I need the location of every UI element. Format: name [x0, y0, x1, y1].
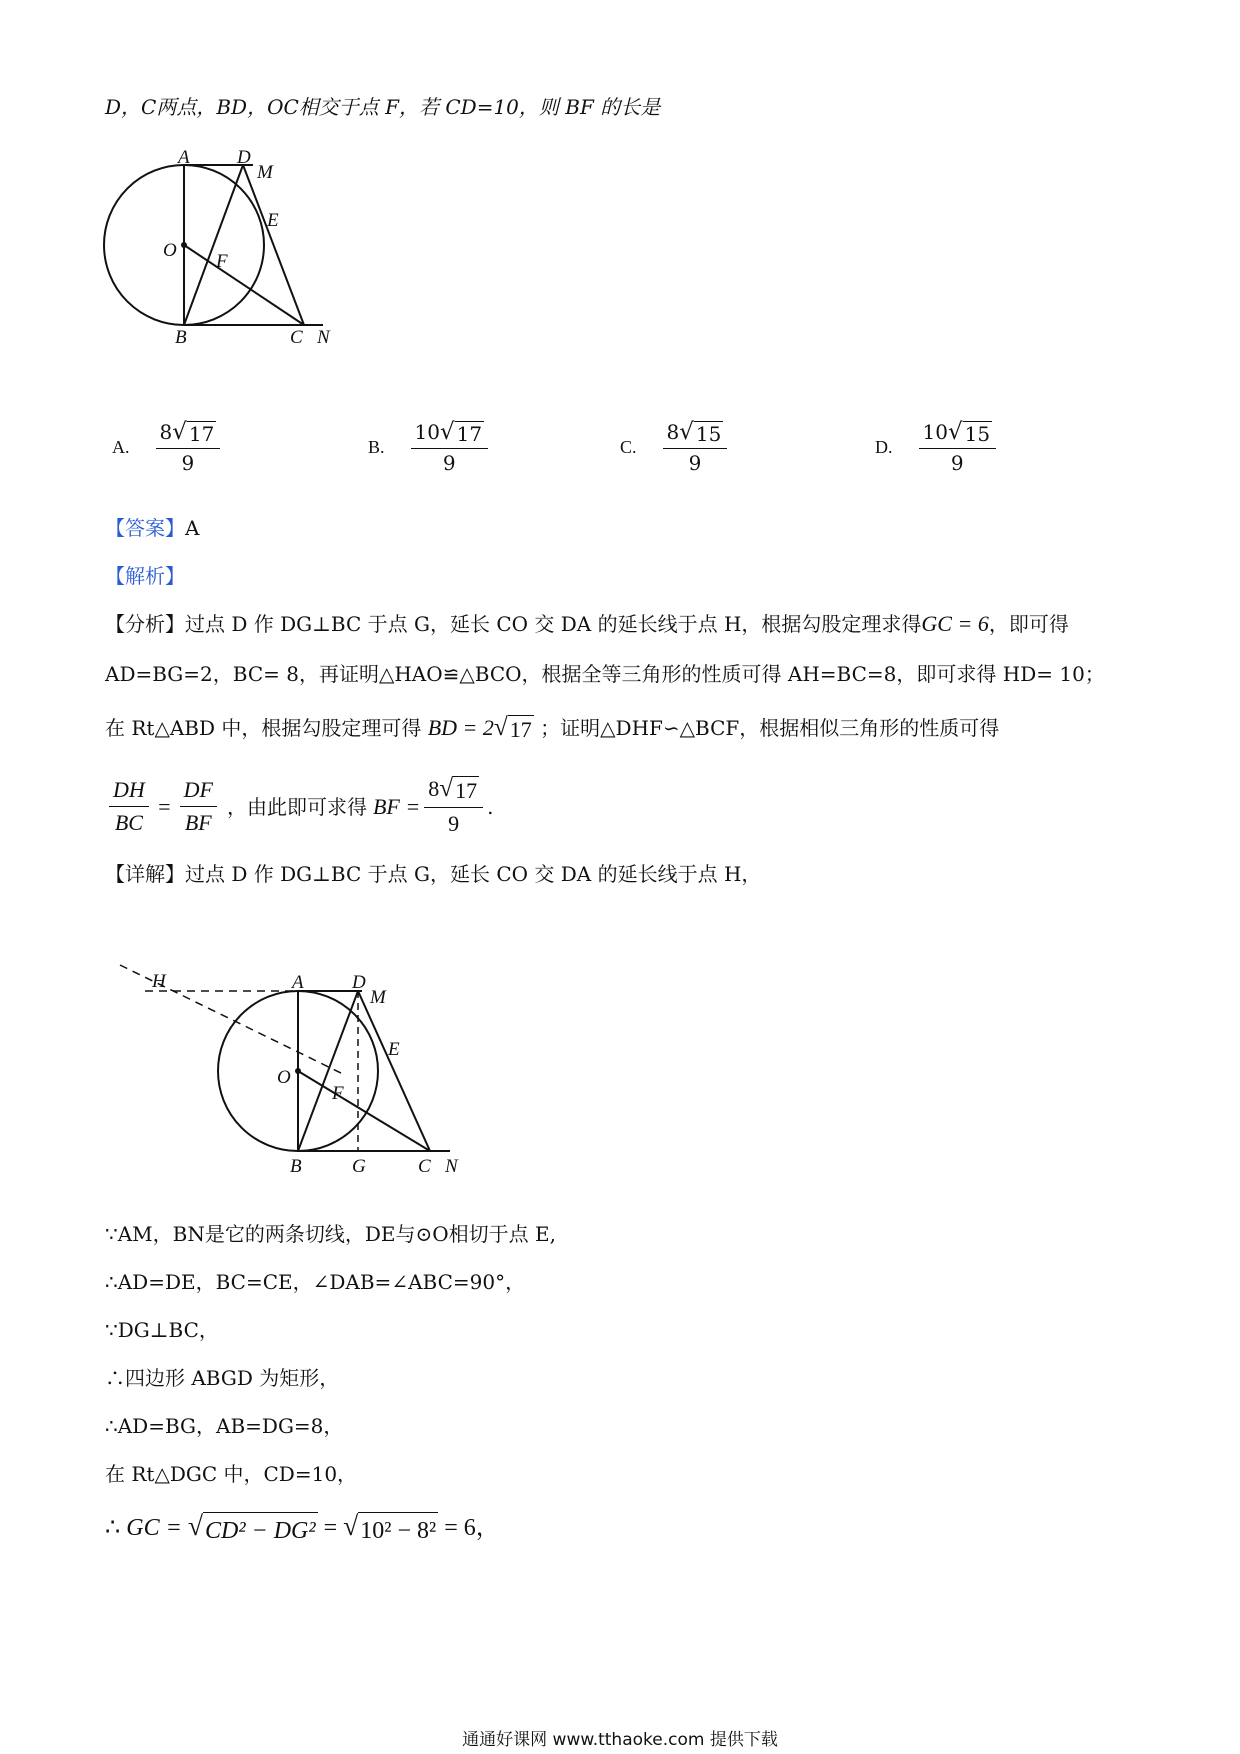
final-equation: ∴ GC = √ CD² − DG² = √ 10² − 8² = 6，	[105, 1510, 500, 1549]
label-o: O	[277, 1067, 291, 1088]
label-f: F	[216, 251, 228, 272]
step-6: 在 Rt△DGC 中，CD=10，	[105, 1462, 358, 1486]
label-e: E	[267, 210, 279, 231]
label-f: F	[332, 1083, 344, 1104]
geometry-figure-2	[100, 955, 480, 1205]
label-n: N	[317, 327, 330, 348]
analysis-heading: 【解析】	[105, 564, 185, 588]
option-a-letter: A.	[112, 437, 130, 457]
segment-bd	[184, 165, 243, 325]
analysis-p2: AD=BG=2，BC= 8，再证明△HAO≌△BCO，根据全等三角形的性质可得 AH=BC=8，即可求得 HD= 10；	[105, 662, 1105, 686]
analysis-p1: 【分析】过点 D 作 DG⊥BC 于点 G，延长 CO 交 DA 的延长线于点 H，根据勾股定理求得GC = 6，即可得	[105, 611, 1069, 636]
label-a: A	[292, 972, 304, 993]
option-d-fraction: 10 √ 15 9	[919, 420, 997, 475]
center-point	[181, 242, 187, 248]
label-o: O	[163, 240, 177, 261]
label-h: H	[152, 971, 166, 992]
segment-oc	[184, 245, 304, 325]
step-5: ∴AD=BG，AB=DG=8，	[105, 1414, 344, 1438]
analysis-p4: $\frac{DH}{BC}$ = $\frac{DF}{BF}$ ，由此即可求得 BF = 8 √ 17 9 .	[105, 775, 493, 838]
label-b: B	[290, 1156, 302, 1177]
option-d[interactable]	[875, 420, 1000, 475]
analysis-p3: 在 Rt△ABD 中，根据勾股定理可得 BD = 2 √ 17 ；证明△DHF∽△BCF，根据相似三角形的性质可得	[105, 713, 1000, 742]
option-b-letter: B.	[368, 437, 385, 457]
option-a[interactable]	[112, 420, 224, 475]
step-4: ∴四边形 ABGD 为矩形，	[105, 1366, 340, 1390]
segment-dc	[358, 991, 430, 1151]
segment-dc	[243, 165, 304, 325]
step-3: ∵DG⊥BC，	[105, 1318, 219, 1342]
option-c[interactable]	[620, 420, 731, 475]
label-g: G	[352, 1156, 366, 1177]
option-c-fraction: 8 √ 15 9	[663, 420, 728, 475]
detail-line: 【详解】过点 D 作 DG⊥BC 于点 G，延长 CO 交 DA 的延长线于点 H，	[105, 862, 762, 886]
answer-line	[105, 514, 199, 542]
fraction-dh-bc: $\frac{DH}{BC}$	[109, 776, 149, 837]
fraction-df-bf: $\frac{DF}{BF}$	[180, 776, 217, 837]
label-m: M	[257, 162, 273, 183]
label-m: M	[370, 987, 386, 1008]
label-c: C	[418, 1156, 431, 1177]
segment-oc	[298, 1071, 430, 1151]
answer-tag: 【答案】	[105, 516, 185, 540]
label-n: N	[445, 1156, 458, 1177]
question-text: D，C两点，BD，OC相交于点 F，若 CD=10，则 BF 的长是	[105, 95, 661, 119]
option-d-letter: D.	[875, 437, 893, 457]
option-b-fraction: 10 √ 17 9	[411, 420, 489, 475]
footer-text: 通通好课网 www.tthaoke.com 提供下载	[462, 1730, 778, 1750]
segment-bd	[298, 991, 358, 1151]
label-d: D	[237, 147, 251, 168]
label-d: D	[352, 972, 366, 993]
label-a: A	[178, 147, 190, 168]
fraction-bf-value: 8 √ 17 9	[424, 775, 483, 838]
step-2: ∴AD=DE，BC=CE，∠DAB=∠ABC=90°，	[105, 1270, 526, 1294]
answer-value: A	[185, 516, 200, 540]
option-c-letter: C.	[620, 437, 637, 457]
label-b: B	[175, 327, 187, 348]
step-1: ∵AM，BN是它的两条切线，DE与⊙O相切于点 E,	[105, 1222, 556, 1246]
option-b[interactable]	[368, 420, 492, 475]
label-e: E	[388, 1039, 400, 1060]
center-point	[295, 1068, 301, 1074]
geometry-figure-1	[95, 140, 355, 350]
label-c: C	[290, 327, 303, 348]
option-a-fraction: 8 √ 17 9	[156, 420, 221, 475]
